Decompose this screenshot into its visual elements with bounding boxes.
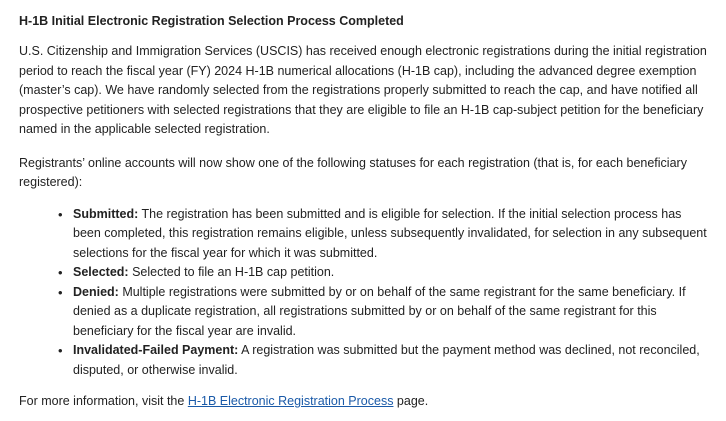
status-description: Selected to file an H-1B cap petition. bbox=[128, 265, 335, 279]
statuses-intro-paragraph: Registrants’ online accounts will now show one of the following statuses for each registration (that is, for each beneficiary registered): bbox=[19, 155, 687, 189]
status-item-denied bbox=[58, 283, 712, 342]
status-term: Submitted: bbox=[73, 206, 139, 221]
status-term: Invalidated-Failed Payment: bbox=[73, 343, 239, 357]
status-term: Selected: bbox=[73, 265, 129, 279]
bullet-icon: • bbox=[58, 265, 63, 280]
status-item-selected bbox=[58, 263, 712, 283]
status-description: Multiple registrations were submitted by or on behalf of the same registrant for the same beneficiary. If denied as a duplicate registration, all registrations submitted by or on behalf of the same registrant for this beneficiary for the fiscal year are invalid. bbox=[73, 284, 686, 338]
status-list bbox=[19, 205, 712, 381]
status-description: The registration has been submitted and is eligible for selection. If the initial selection process has been completed, this registration remains eligible, unless subsequently invalidated, for selection in any subsequent selections for the fiscal year for which it was submitted. bbox=[73, 206, 707, 260]
registration-process-link[interactable]: H-1B Electronic Registration Process bbox=[187, 394, 394, 408]
bullet-icon: • bbox=[58, 343, 63, 358]
status-term: Denied: bbox=[73, 284, 119, 299]
status-description: A registration was submitted but the payment method was declined, not reconciled, disputed, or otherwise invalid. bbox=[73, 343, 700, 377]
more-info-paragraph bbox=[19, 392, 712, 412]
bullet-icon: • bbox=[58, 284, 63, 300]
intro-paragraph: U.S. Citizenship and Immigration Services (USCIS) has received enough electronic registrations during the initial registration period to reach the fiscal year (FY) 2024 H-1B numerical allocations (H-1B cap), including the advanced degree exemption (master’s cap). We have randomly selected from the registrations properly submitted to reach the cap, and have notified all prospective petitioners with selected registrations that they are eligible to file an H-1B cap-subject petition for the beneficiary named in the applicable selected registration. bbox=[19, 44, 707, 136]
bullet-icon: • bbox=[58, 206, 63, 222]
more-info-suffix: page. bbox=[393, 394, 429, 408]
status-item-submitted bbox=[58, 205, 712, 264]
more-info-prefix: For more information, visit the bbox=[19, 394, 188, 408]
status-item-invalidated bbox=[58, 341, 712, 380]
page-title: H-1B Initial Electronic Registration Selection Process Completed bbox=[19, 14, 404, 28]
